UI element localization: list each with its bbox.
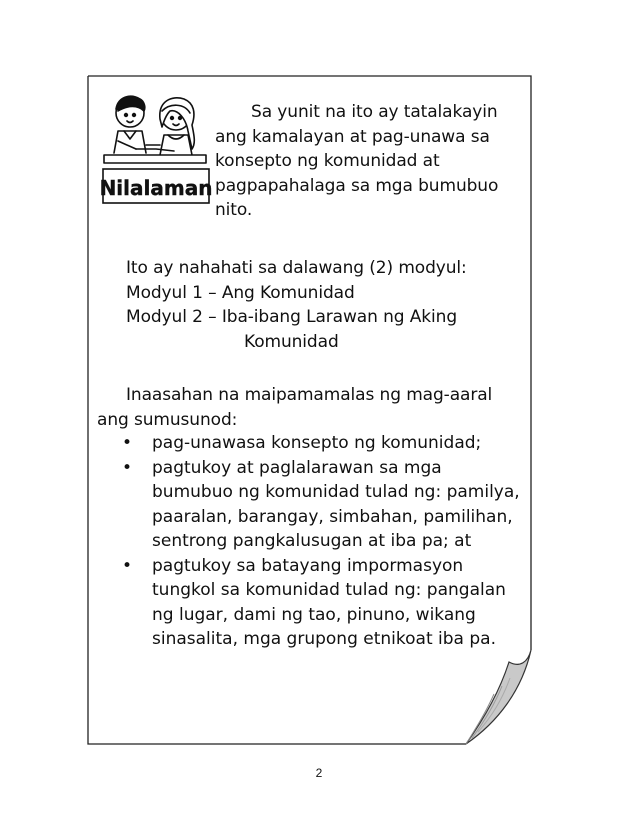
bullet-item (120, 456, 520, 554)
logo-label: Nilalaman (100, 176, 212, 200)
bullet-icon: • (122, 457, 133, 478)
bullet-line: ng lugar, dami ng tao, pinuno, wikang (152, 604, 476, 625)
intro-line: ang kamalayan at pag-unawa sa (215, 126, 490, 147)
intro-line: pagpapahalaga sa mga bumubuo (215, 175, 499, 196)
bullet-line: pag-unawasa konsepto ng komunidad; (152, 433, 482, 453)
expectations-line: ang sumusunod: (97, 409, 238, 430)
bullet-icon: • (122, 433, 133, 453)
children-reading-icon (104, 96, 206, 163)
bullet-line: sinasalita, mga grupong etnikoat iba pa. (152, 629, 496, 649)
intro-line: nito. (215, 200, 253, 220)
module-1: Modyul 1 – Ang Komunidad (126, 282, 355, 303)
intro-paragraph (215, 100, 498, 223)
expectations-bullets (120, 431, 520, 652)
expectations-intro (97, 383, 492, 432)
bullet-line: sentrong pangkalusugan at iba pa; at (152, 531, 472, 551)
bullet-item (120, 554, 520, 652)
modules-heading: Ito ay nahahati sa dalawang (2) modyul: (126, 258, 467, 278)
intro-line: Sa yunit na ito ay tatalakayin (251, 102, 498, 122)
nilalaman-logo (100, 91, 212, 213)
module-2: Modyul 2 – Iba-ibang Larawan ng Aking (126, 307, 458, 327)
bullet-line: tungkol sa komunidad tulad ng: pangalan (152, 580, 506, 600)
bullet-item (120, 431, 520, 456)
bullet-line: pagtukoy at paglalarawan sa mga (152, 457, 442, 478)
expectations-line: Inaasahan na maipamamalas ng mag-aaral (126, 385, 493, 405)
modules-list (126, 256, 467, 354)
intro-line: konsepto ng komunidad at (215, 151, 440, 171)
bullet-icon: • (122, 555, 133, 576)
module-2-continued: Komunidad (244, 331, 339, 352)
page-curl-icon (466, 650, 531, 744)
bullet-line: bumubuo ng komunidad tulad ng: pamilya, (152, 482, 520, 502)
bullet-line: pagtukoy sa batayang impormasyon (152, 555, 464, 576)
page-number: 2 (315, 766, 323, 780)
bullet-line: paaralan, barangay, simbahan, pamilihan, (152, 506, 513, 527)
